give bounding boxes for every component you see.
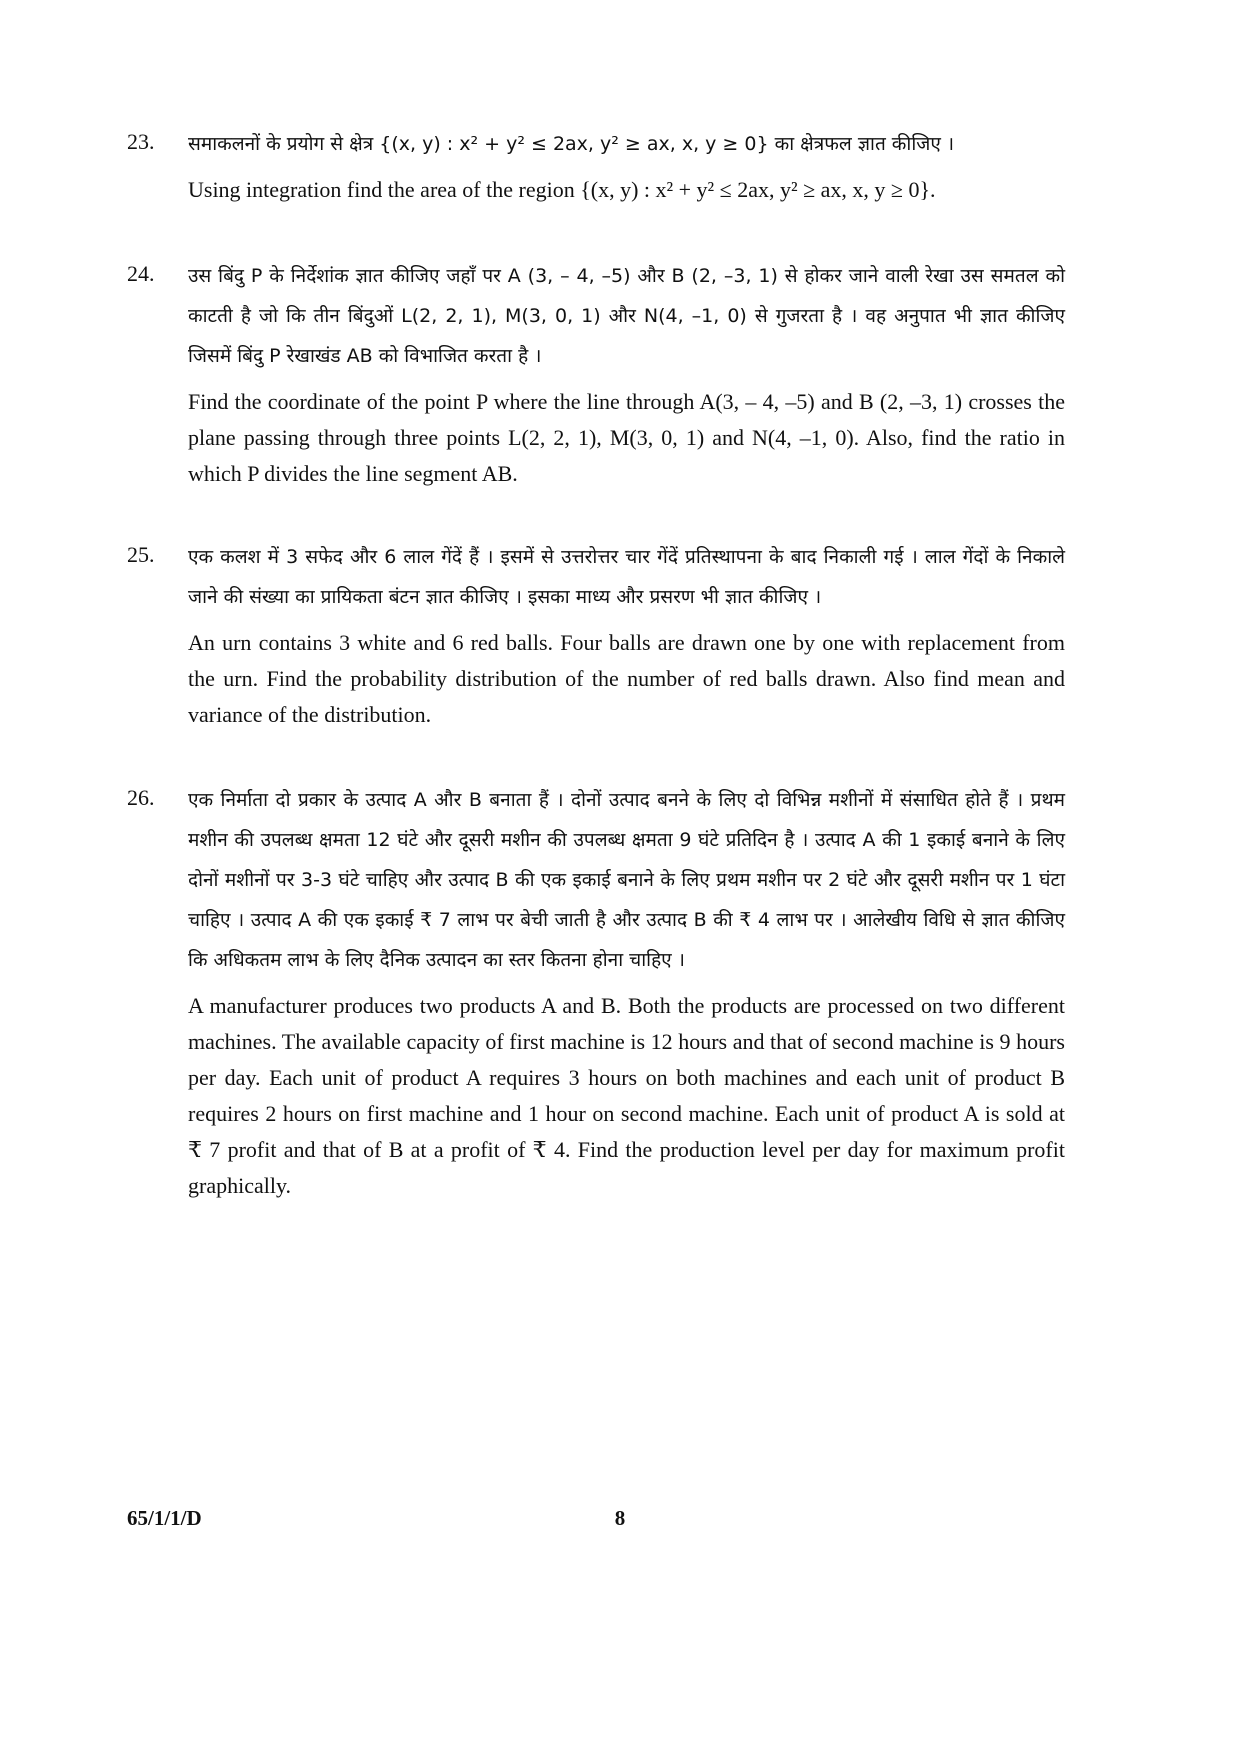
question-number: 23.: [127, 129, 155, 154]
question-body: [188, 256, 1065, 492]
question-text-english: An urn contains 3 white and 6 red balls. Four balls are drawn one by one with replacement from the urn. Find the probability distribution of the number of red balls drawn. Also find mean and variance of the distribution.: [188, 630, 1065, 727]
question-text-english: Using integration find the area of the region {(x, y) : x² + y² ≤ 2ax, y² ≥ ax, x, y ≥ 0}.: [188, 177, 936, 202]
question-text-english: Find the coordinate of the point P where the line through A(3, – 4, –5) and B (2, –3, 1) crosses the plane passing through three points L(2, 2, 1), M(3, 0, 1) and N(4, –1, 0). Also, find the ratio in which P divides the line segment AB.: [188, 389, 1065, 486]
question-text-hindi: एक कलश में 3 सफेद और 6 लाल गेंदें हैं । इसमें से उत्तरोत्तर चार गेंदें प्रतिस्थापना के बाद निकाली गई । लाल गेंदों के निकाले जाने की संख्या का प्रायिकता बंटन ज्ञात कीजिए । इसका माध्य और प्रसरण भी ज्ञात कीजिए ।: [188, 546, 1065, 608]
question-text-hindi: उस बिंदु P के निर्देशांक ज्ञात कीजिए जहाँ पर A (3, – 4, –5) और B (2, –3, 1) से होकर जाने वाली रेखा उस समतल को काटती है जो कि तीन बिंदुओं L(2, 2, 1), M(3, 0, 1) और N(4, –1, 0) से गुजरता है । वह अनुपात भी ज्ञात कीजिए जिसमें बिंदु P रेखाखंड AB को विभाजित करता है ।: [188, 265, 1065, 367]
page-number: 8: [614, 1506, 626, 1530]
question-text-hindi: एक निर्माता दो प्रकार के उत्पाद A और B बनाता हैं । दोनों उत्पाद बनने के लिए दो विभिन्न मशीनों में संसाधित होते हैं । प्रथम मशीन की उपलब्ध क्षमता 12 घंटे और दूसरी मशीन की उपलब्ध क्षमता 9 घंटे प्रतिदिन है । उत्पाद A की 1 इकाई बनाने के लिए दोनों मशीनों पर 3-3 घंटे चाहिए और उत्पाद B की एक इकाई बनाने के लिए प्रथम मशीन पर 2 घंटे और दूसरी मशीन पर 1 घंटा चाहिए । उत्पाद A की एक इकाई ₹ 7 लाभ पर बेची जाती है और उत्पाद B की ₹ 4 लाभ पर । आलेखीय विधि से ज्ञात कीजिए कि अधिकतम लाभ के लिए दैनिक उत्पादन का स्तर कितना होना चाहिए ।: [188, 789, 1065, 971]
paper-code: 65/1/1/D: [127, 1506, 202, 1530]
question-number: 25.: [127, 542, 155, 567]
question-body: [188, 537, 1065, 733]
question-text-hindi: समाकलनों के प्रयोग से क्षेत्र {(x, y) : x² + y² ≤ 2ax, y² ≥ ax, x, y ≥ 0} का क्षेत्रफल ज्ञात कीजिए ।: [188, 133, 955, 155]
question-body: [188, 124, 1065, 208]
question-text-english: A manufacturer produces two products A and B. Both the products are processed on two different machines. The available capacity of first machine is 12 hours and that of second machine is 9 hours per day. Each unit of product A requires 3 hours on both machines and each unit of product B requires 2 hours on first machine and 1 hour on second machine. Each unit of product A is sold at ₹ 7 profit and that of B at a profit of ₹ 4. Find the production level per day for maximum profit graphically.: [188, 993, 1065, 1198]
question-body: [188, 780, 1065, 1204]
question-number: 24.: [127, 261, 155, 286]
question-number: 26.: [127, 785, 155, 810]
